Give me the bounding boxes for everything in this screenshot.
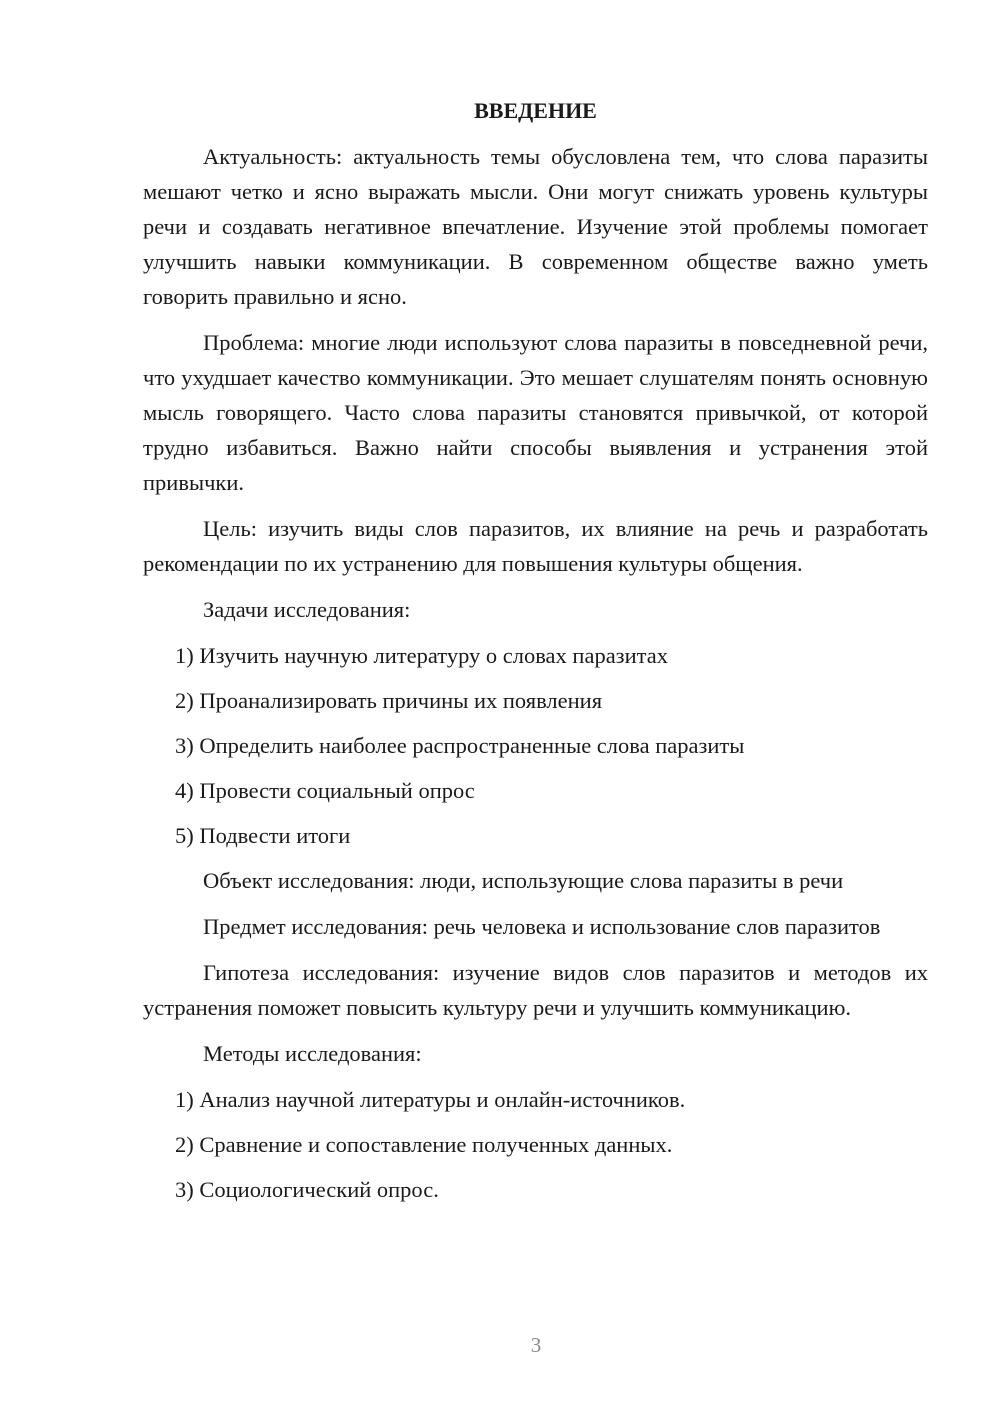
page-number: 3 [530,1333,542,1357]
document-page [143,95,928,1217]
relevance-paragraph: Актуальность: актуальность темы обусловлена тем, что слова паразиты мешают четко и ясно выражать мысли. Они могут снижать уровень культуры речи и создавать негативное впечатление. Изучение этой проблемы помогает улучшить навыки коммуникации. В современном обществе важно уметь говорить правильно и ясно. [143,144,928,309]
problem-paragraph: Проблема: многие люди используют слова паразиты в повседневной речи, что ухудшает качество коммуникации. Это мешает слушателям понять основную мысль говорящего. Часто слова паразиты становятся привычкой, от которой трудно избавиться. Важно найти способы выявления и устранения этой привычки. [143,330,928,495]
hypothesis-paragraph: Гипотеза исследования: изучение видов слов паразитов и методов их устранения поможет повысить культуру речи и улучшить коммуникацию. [143,960,928,1020]
subject-paragraph: Предмет исследования: речь человека и использование слов паразитов [203,914,881,939]
list-item: 4) Провести социальный опрос [175,778,475,803]
goal-paragraph: Цель: изучить виды слов паразитов, их влияние на речь и разработать рекомендации по их устранению для повышения культуры общения. [143,516,928,576]
list-item: 3) Определить наиболее распространенные слова паразиты [175,733,745,758]
list-item: 3) Социологический опрос. [175,1177,439,1202]
methods-list [143,1082,928,1207]
object-paragraph: Объект исследования: люди, использующие слова паразиты в речи [203,868,844,893]
section-title: ВВЕДЕНИЕ [474,98,597,123]
list-item: 5) Подвести итоги [175,823,351,848]
tasks-list [143,638,928,853]
tasks-label: Задачи исследования: [203,597,411,622]
list-item: 2) Проанализировать причины их появления [175,688,603,713]
methods-label: Методы исследования: [203,1041,422,1066]
list-item: 1) Анализ научной литературы и онлайн-источников. [175,1087,686,1112]
list-item: 1) Изучить научную литературу о словах паразитах [175,643,668,668]
list-item: 2) Сравнение и сопоставление полученных данных. [175,1132,673,1157]
